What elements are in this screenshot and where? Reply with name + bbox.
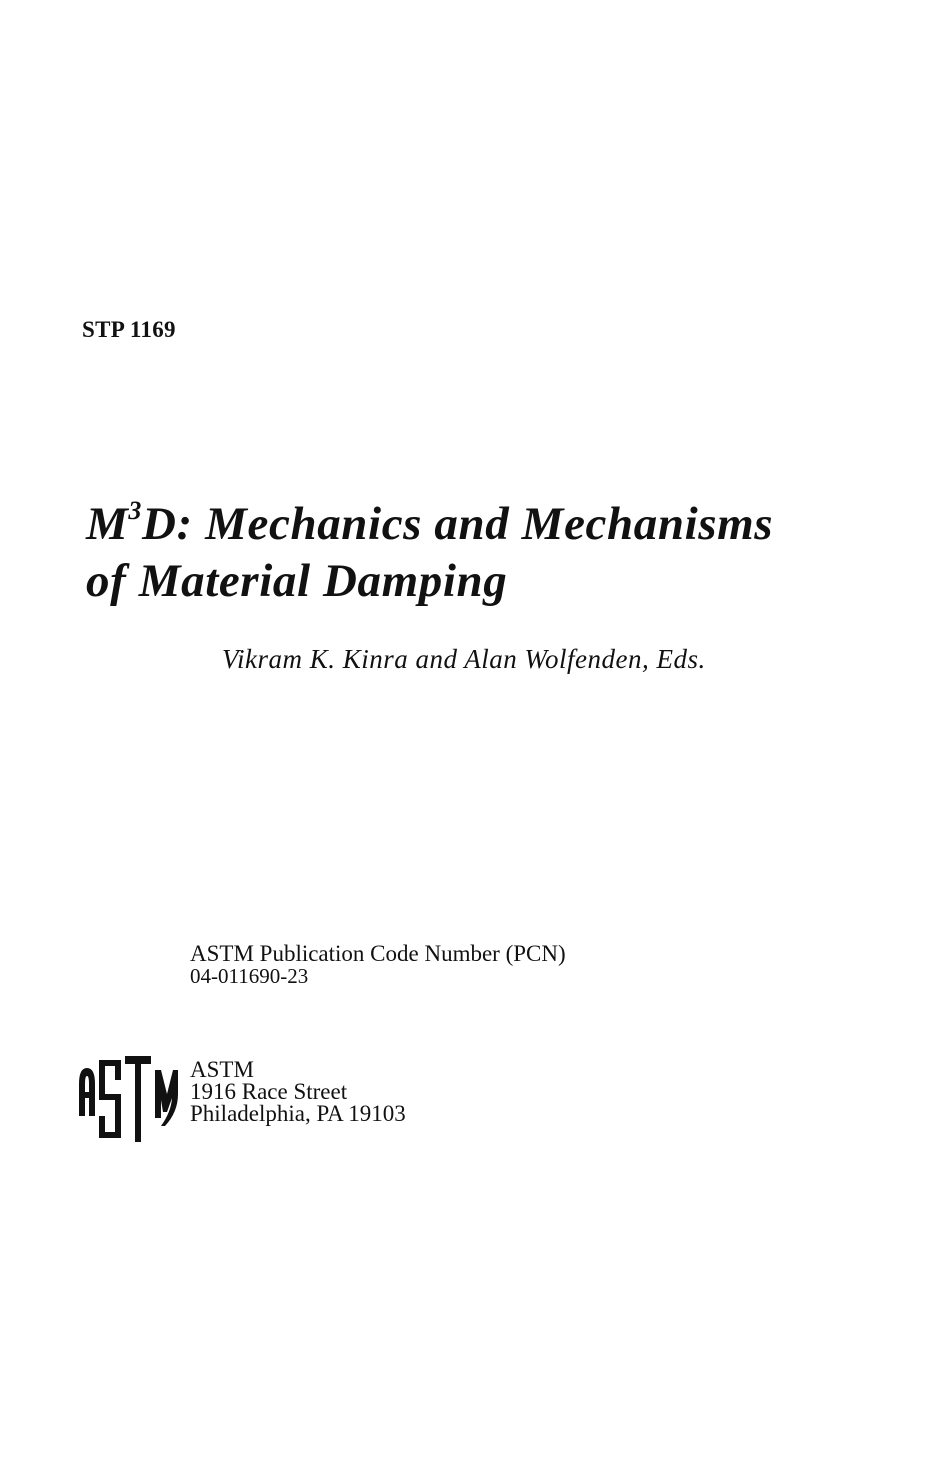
publisher-street: 1916 Race Street bbox=[190, 1079, 348, 1104]
publisher-address bbox=[190, 1059, 406, 1125]
publication-code-number: 04-011690-23 bbox=[190, 964, 309, 988]
series-number: STP 1169 bbox=[82, 317, 176, 342]
publisher-city: Philadelphia, PA 19103 bbox=[190, 1101, 406, 1126]
editors: Vikram K. Kinra and Alan Wolfenden, Eds. bbox=[222, 644, 706, 674]
title-superscript: 3 bbox=[128, 496, 142, 525]
title-line-1-rest: D: Mechanics and Mechanisms bbox=[142, 498, 774, 550]
title-line-2: of Material Damping bbox=[86, 555, 508, 607]
title-line-1 bbox=[86, 498, 773, 550]
publication-code-block bbox=[190, 943, 566, 987]
publication-code-label: ASTM Publication Code Number (PCN) bbox=[190, 941, 566, 966]
publisher-name: ASTM bbox=[190, 1057, 254, 1082]
book-title bbox=[86, 496, 773, 610]
astm-logo-icon bbox=[77, 1054, 179, 1144]
title-prefix: M bbox=[86, 498, 129, 550]
